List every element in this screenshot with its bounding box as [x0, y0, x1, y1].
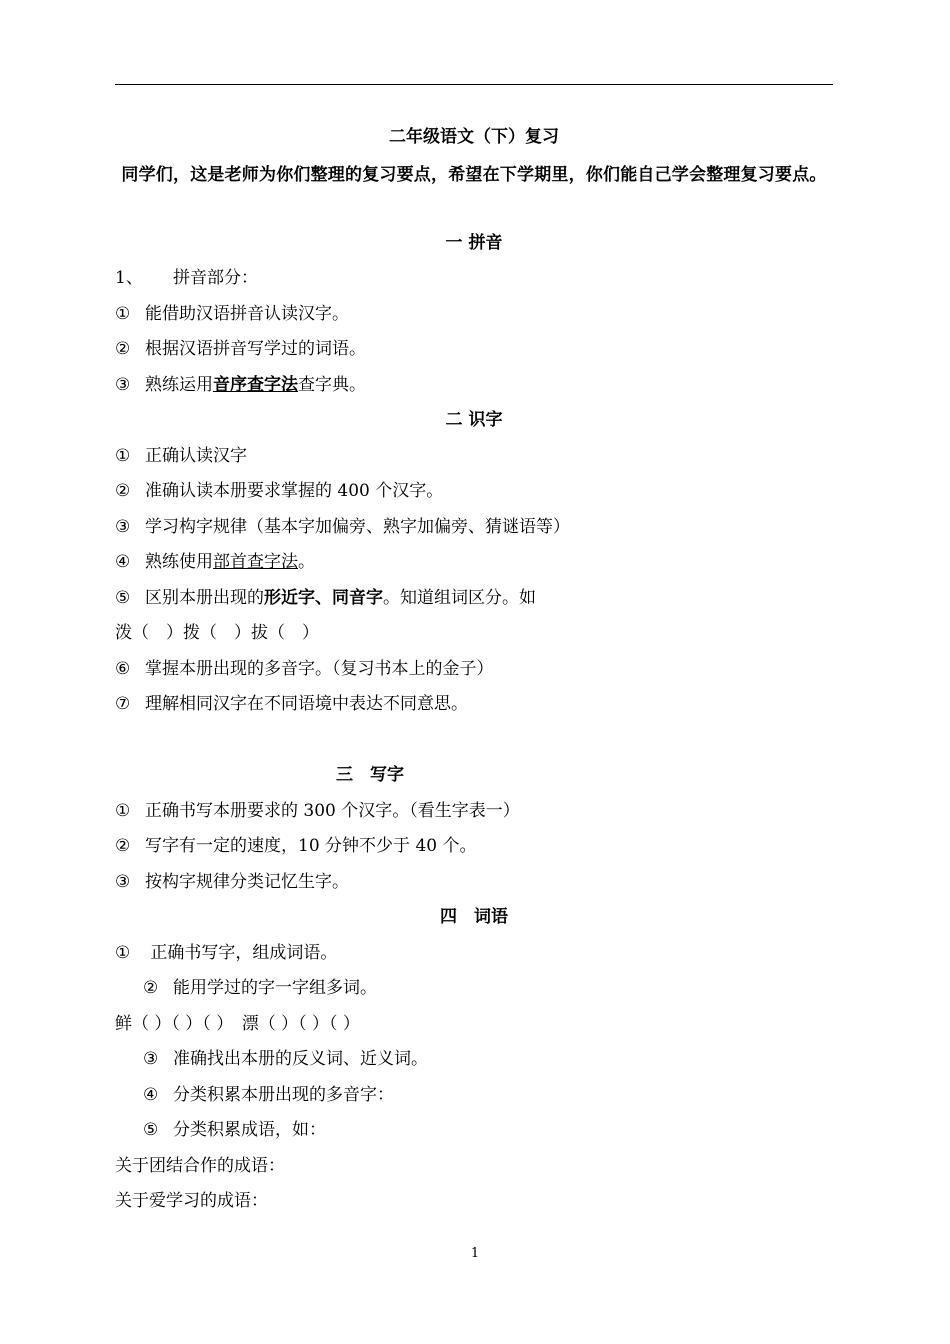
item-number: ③	[115, 375, 131, 395]
item-number: ③	[143, 1049, 159, 1069]
item-text: 熟练运用	[145, 375, 213, 395]
list-item	[115, 940, 833, 966]
list-item	[143, 1117, 861, 1143]
item-number: ②	[115, 836, 131, 856]
item-number: ②	[143, 978, 159, 998]
emphasized-term: 音序查字法	[213, 375, 298, 395]
section-heading-pinyin: 一 拼音	[445, 233, 503, 253]
emphasized-term: 形近字、同音字	[264, 588, 383, 608]
list-item	[115, 549, 833, 575]
section-heading-writing: 三 写字	[336, 765, 404, 785]
list-item	[115, 443, 833, 469]
page-number: 1	[470, 1246, 480, 1261]
list-item	[115, 585, 833, 611]
list-item	[115, 691, 833, 717]
item-text: 理解相同汉字在不同语境中表达不同意思。	[145, 694, 468, 714]
item-text: 熟练使用	[145, 552, 213, 572]
header-rule	[115, 84, 833, 85]
item-text: 按构字规律分类记忆生字。	[145, 872, 349, 892]
list-item	[115, 372, 833, 398]
list-item	[115, 833, 833, 859]
item-text: 写字有一定的速度，10 分钟不少于 40 个。	[145, 836, 477, 856]
list-item	[115, 798, 833, 824]
list-item	[115, 656, 833, 682]
item-text: 。	[298, 552, 315, 572]
list-item	[143, 1082, 861, 1108]
item-number: ①	[115, 446, 131, 466]
document-title: 二年级语文（下）复习	[389, 127, 559, 147]
list-item	[115, 514, 833, 540]
idiom-category-line: 关于爱学习的成语：	[115, 1191, 268, 1211]
list-item	[115, 869, 833, 895]
item-text: 准确认读本册要求掌握的 400 个汉字。	[145, 481, 444, 501]
list-item	[115, 301, 833, 327]
item-text: 查字典。	[298, 375, 366, 395]
item-text: 。知道组词区分。如	[383, 588, 536, 608]
item-number: ②	[115, 339, 131, 359]
intro-paragraph: 同学们，这是老师为你们整理的复习要点，希望在下学期里，你们能自己学会整理复习要点。	[121, 165, 827, 185]
item-number: ⑥	[115, 659, 131, 679]
example-line: 泼（ ）拨（ ）拔（ ）	[115, 623, 319, 643]
item-number: ①	[115, 943, 131, 963]
item-text: 正确书写本册要求的 300 个汉字。（看生字表一）	[145, 801, 520, 821]
section-heading-literacy: 二 识字	[445, 410, 503, 430]
item-number: ①	[115, 304, 131, 324]
item-text: 根据汉语拼音写学过的词语。	[145, 339, 366, 359]
item-number: ⑤	[143, 1120, 159, 1140]
list-item	[115, 478, 833, 504]
item-text: 准确找出本册的反义词、近义词。	[173, 1049, 428, 1069]
item-number: ①	[115, 801, 131, 821]
item-number: ⑤	[115, 588, 131, 608]
item-text: 正确认读汉字	[145, 446, 247, 466]
item-text: 分类积累本册出现的多音字：	[173, 1085, 394, 1105]
list-item	[115, 336, 833, 362]
list-item	[143, 975, 861, 1001]
item-number: ④	[115, 552, 131, 572]
idiom-category-line: 关于团结合作的成语：	[115, 1156, 285, 1176]
subsection-pinyin	[115, 265, 833, 291]
item-number: ⑦	[115, 694, 131, 714]
item-text: 掌握本册出现的多音字。（复习书本上的金子）	[145, 659, 494, 679]
item-text: 能用学过的字一字组多词。	[173, 978, 377, 998]
item-number: ③	[115, 517, 131, 537]
item-number: ②	[115, 481, 131, 501]
item-text: 学习构字规律（基本字加偏旁、熟字加偏旁、猜谜语等）	[145, 517, 570, 537]
item-text: 拼音部分：	[173, 268, 258, 288]
emphasized-term: 部首查字法	[213, 552, 298, 572]
item-number: ④	[143, 1085, 159, 1105]
example-line: 鲜（ ）（ ）（ ） 漂（ ）（ ）（ ）	[115, 1014, 360, 1034]
item-text: 区别本册出现的	[145, 588, 264, 608]
section-heading-words: 四 词语	[440, 907, 508, 927]
item-text: 正确书写字，组成词语。	[145, 943, 338, 963]
item-text: 能借助汉语拼音认读汉字。	[145, 304, 349, 324]
item-text: 分类积累成语，如：	[173, 1120, 326, 1140]
list-item	[143, 1046, 861, 1072]
item-number: 1、	[115, 268, 143, 288]
item-number: ③	[115, 872, 131, 892]
